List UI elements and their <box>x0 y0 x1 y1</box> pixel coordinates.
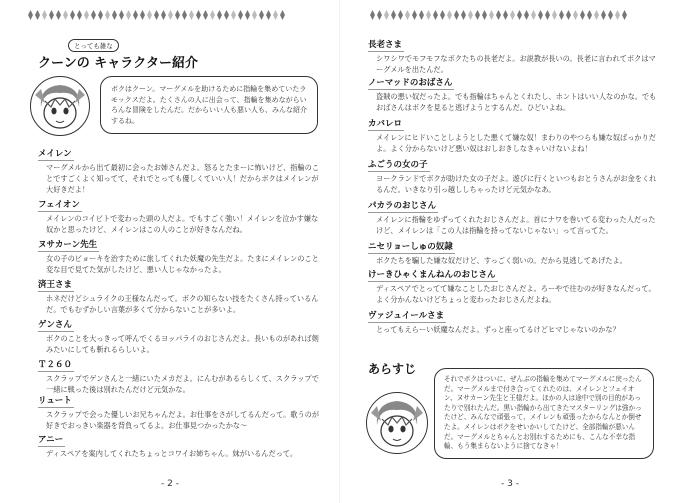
character-name: アニー <box>38 435 64 445</box>
character-description: ホネだけどシュライクの王様なんだって。ボクの知らない技をたくさん持っているんだ。でもむずかしい言葉が多くて分からないことが多いよ。 <box>46 294 319 314</box>
character-entry <box>38 427 322 459</box>
character-name: ヴァジュイールさま <box>368 311 445 321</box>
character-description: メイレンのコイビトで変わった頭の人だよ。でもすごく強い！メイレンを泣かす嫌な奴かと思ったけど、メイレンはこの人のことが好きなんだね。 <box>46 214 319 234</box>
character-description: ディスペアを案内してくれたちょっとコワイお姉ちゃん。妹がいるんだって。 <box>46 449 298 458</box>
kuun-face-icon <box>367 393 427 453</box>
character-description: スクラップでゲンさんと一緒にいたメカだよ。にんむがあるらしくて、スクラップで一緒に戦った後は別れたんだけど元気かな。 <box>46 374 319 394</box>
character-entry <box>38 192 322 235</box>
kuun-avatar <box>366 392 428 454</box>
page-number: - 3 - <box>501 479 519 489</box>
page-title: クーンの キャラクター紹介 <box>38 56 199 71</box>
right-page <box>340 0 680 503</box>
character-entry <box>368 111 658 154</box>
character-name: けーきひゃくまんねんのおじさん <box>368 270 496 280</box>
character-name: ノーマッドのおばさん <box>368 78 453 88</box>
character-name: パカラのおじさん <box>368 201 437 211</box>
character-name: ゲンさん <box>38 320 72 330</box>
character-name: ヌサカーン先生 <box>38 240 98 250</box>
character-entry <box>368 193 658 236</box>
character-description: 女の子のビョーキを治すために旅してくれた妖魔の先生だよ。たまにメイレンのこと変な目で見てた気がしたけど、悪い人じゃなかったよ。 <box>46 254 319 274</box>
section-title <box>38 42 199 71</box>
character-name: カバレロ <box>368 119 403 129</box>
character-name: 済王さま <box>38 280 73 290</box>
kuun-avatar <box>30 76 90 136</box>
character-name: リュート <box>38 396 72 406</box>
synopsis-text: それでボクはついに、ぜんぶの指輪を集めてマーグメルに戻ったんだ。マーグメルまで付き合ってくれたのは、メイレンとフェイオン、ヌサカーン先生と王様だよ。ほかの人は途中で別の目的があったりで別れたんだ。黒い指輪から出てきたマスターリングは強かったけど、みんなで頑張って、メイレンも頑張ったからなんとか倒せたよ。メイレンはボクをせいかいしてたけど、全部指輪が悪いんだ。マーグメルとちゃんとお別れするためにも、こんな不幸な指輪、もう集まらないように捨てなきゃ！ <box>444 375 642 451</box>
decorative-border-top <box>28 10 285 20</box>
character-entry <box>38 141 322 195</box>
character-entry <box>38 312 322 355</box>
synopsis-title: あらすじ <box>368 362 417 376</box>
character-name: メイレン <box>38 149 72 159</box>
character-name: ふごうの女の子 <box>368 160 428 170</box>
decorative-border-top <box>370 10 627 20</box>
character-entry <box>368 70 658 113</box>
character-entry <box>38 232 322 275</box>
character-name: 長老さま <box>368 40 403 50</box>
character-entry <box>368 32 658 75</box>
subtitle-tag: とっても雑な <box>68 39 119 52</box>
character-description: メイレンにヒドいことしようとした悪くて嫌な奴！まわりのやつらも嫌な奴ばっかりだよ。よく分からないけど悪い奴はおしおきしなきゃいけないよね！ <box>376 133 656 153</box>
character-description: ヨークランドでボクが助けた女の子だよ。遊びに行くといつもおとうさんがお金をくれるんだ。いきなり引っ越ししちゃったけど元気かなあ。 <box>376 174 657 194</box>
page-number: - 2 - <box>161 479 179 489</box>
character-entry <box>368 152 658 195</box>
character-description: マーグメルから出て最初に会ったお姉さんだよ。怒るとたまーに怖いけど、指輪のことですごくよく知ってて、それでとっても優しくていい人！だからボクはメイレンが大好きだよ！ <box>46 163 320 194</box>
character-description: ボクたちを騙した嫌な奴だけど、すっごく弱いの。だから見逃してあげたよ。 <box>376 256 627 265</box>
character-name: ニセリョーしゅの奴隷 <box>368 242 453 252</box>
character-entry <box>38 272 322 315</box>
synopsis-speech-bubble <box>434 368 654 459</box>
character-description: とってもえらーい妖魔なんだよ。ずっと座ってるけどヒマじゃないのかな？ <box>376 325 620 334</box>
intro-text: ボクはクーン。マーグメルを助けるために指輪を集めていたラモックスだよ。たくさんの人に出会って、指輪を集めながらいろんな冒険をしたんだ。だからいい人も悪い人も、みんな紹介するね。 <box>111 85 307 125</box>
character-description: ディスペアでとってて嫌なことしたおじさんだよ。ろーやで往むのが好きなんだって。よく分かんないけどちょっと変わったおじさんだよね。 <box>376 284 656 304</box>
character-entry <box>368 303 658 335</box>
character-description: ボクのことを大っきって呼んでくるヨッパライのおじさんだよ。長いものがあれば剣みたいにしても斬れるらしいよ。 <box>46 334 319 354</box>
character-name: フェイオン <box>38 200 80 210</box>
intro-speech-bubble <box>100 76 318 134</box>
character-entry <box>368 262 658 305</box>
character-description: シワシワでモフモフなボクたちの長老だよ。お説教が長いの。長老に言われてボクはマーグメルを出たんだ。 <box>376 54 656 74</box>
character-entry <box>38 388 322 431</box>
character-description: スクラップで会った優しいお兄ちゃんだよ。お仕事をさがしてるんだって。歌うのが好きでおっきい楽器を背負ってるよ。お仕事見つかったかな～ <box>46 410 320 430</box>
character-description: 盗賊の悪い奴だったよ。でも指輪はちゃんとくれたし、ホントはいい人なのかな。でもおばさんはボクを見ると逃げようとするんだ。ひどいよね。 <box>376 92 657 112</box>
kuun-face-icon <box>31 77 89 135</box>
character-name: Ｔ２６０ <box>38 360 73 370</box>
character-description: メイレンに指輪をゆずってくれたおじさんだよ。首にナワを巻いてる変わった人だったけど、メイレンは「この人は指輪を持ってないじゃない」って言ってた。 <box>376 215 656 235</box>
